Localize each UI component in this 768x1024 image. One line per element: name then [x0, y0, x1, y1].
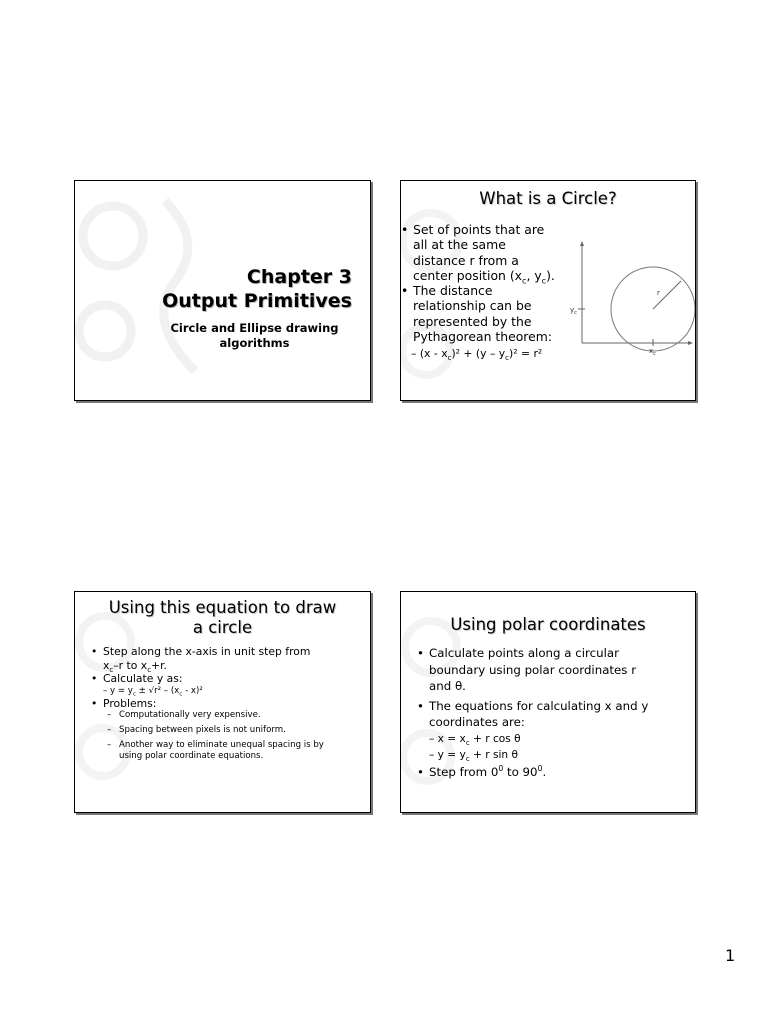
slide-subtitle-line2: algorithms — [219, 335, 290, 350]
slide-polar-coordinates — [400, 591, 696, 813]
slide-body: • Step along the x-axis in unit step from $x_c-r$ to $x_c+r$. • Calculate y as: – $y = y_c \pm √r^2 - (x_c - x)^2$ • Problems: – Computationally very expensive. – Spacing between pixels is not uniform. – Another way to eliminate unequal spacing is by using polar coordinate equations. — [91, 645, 361, 762]
list-item: – Spacing between pixels is not uniform. — [107, 725, 286, 735]
bullet-icon: • — [91, 672, 98, 685]
polar-x-equation: – $x = x_c + r$ cos θ — [429, 732, 521, 747]
radius-label: r — [657, 289, 660, 297]
bullet-icon: • — [417, 698, 424, 713]
bullet-icon: • — [417, 646, 424, 660]
polar-y-equation: – $y = y_c + r$ sin θ — [429, 749, 518, 764]
slide-chapter-title — [74, 180, 371, 401]
page-number: 1 — [725, 946, 736, 965]
slide-what-is-circle — [400, 180, 696, 401]
slide-title: Using polar coordinates — [450, 615, 646, 634]
chapter-subject: Output Primitives — [162, 290, 352, 312]
slide-subtitle-line1: Circle and Ellipse drawing — [170, 321, 339, 335]
slide-title: Using this equation to draw a circle — [108, 598, 337, 637]
y-equation: – $y = y_c \pm √r^2 - (x_c - x)^2$ — [103, 685, 203, 698]
bullet-icon: • — [91, 696, 98, 710]
circle-diagram — [569, 239, 695, 364]
chapter-title: Chapter 3 — [246, 266, 352, 288]
slide-title: What is a Circle? — [479, 189, 617, 208]
list-item: – Computationally very expensive. — [107, 710, 261, 720]
slide-equation-circle — [74, 591, 371, 813]
list-item: – Another way to eliminate unequal spacing is by using polar coordinate equations. — [107, 740, 324, 761]
bullet-icon: • — [401, 283, 409, 299]
circle-equation: – $(x - x_c)^2 + (y - y_c)^2 = r^2$ — [411, 347, 543, 363]
bullet-icon: • — [91, 645, 98, 658]
xc-label: $x_c$ — [649, 347, 656, 357]
circle-definition-text: • Set of points that are all at the same distance r from a center position ($x_c$, $y_c$). • The distance relationship can be represented by the Pythagorean theorem: – $(x - x_c)^2 + (y - y_c)^2 = r^2$ — [401, 222, 576, 361]
bullet-icon: • — [401, 222, 409, 237]
problems-list — [91, 710, 338, 762]
bullet-icon: • — [417, 764, 424, 779]
slide-body: • Calculate points along a circular boundary using polar coordinates r and θ. • The equations for calculating x and y coordinates are: – $x = x_c + r$ cos θ – $y = y_c + r$ sin θ • Step from $0^0$ to $90^0$. — [417, 645, 687, 780]
yc-label: $y_c$ — [570, 306, 577, 316]
